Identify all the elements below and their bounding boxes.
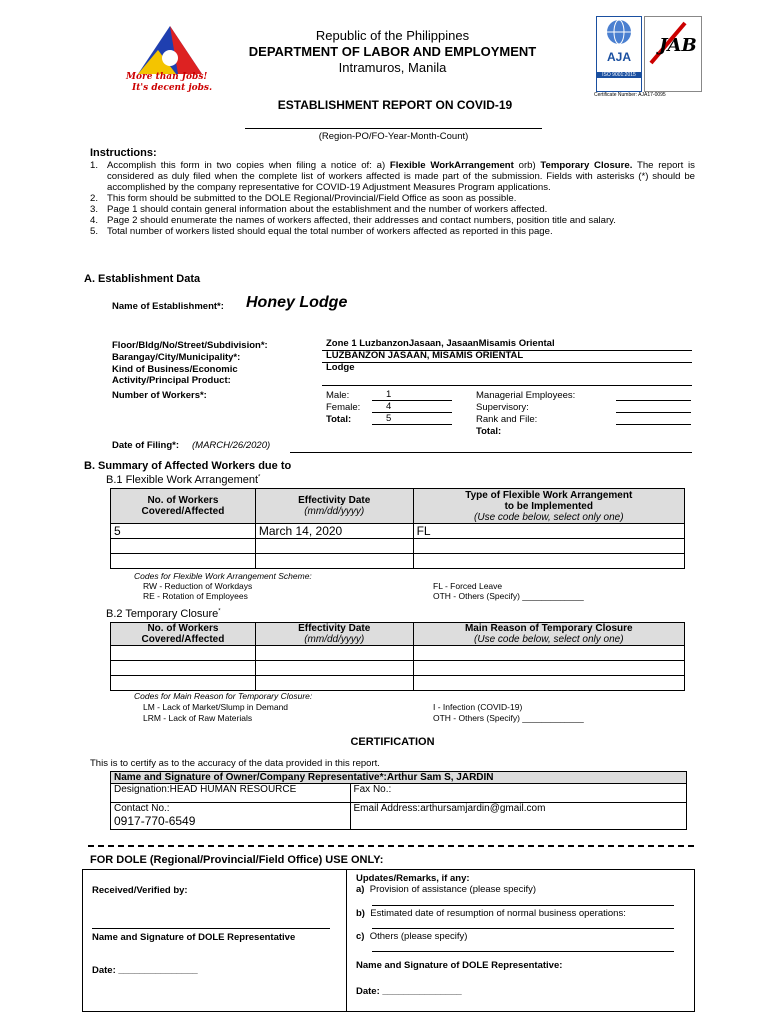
barangay-label: Barangay/City/Municipality*: <box>112 352 241 363</box>
logo-slogan-1: More than Jobs! <box>126 72 208 82</box>
dole-rep-signature-line[interactable] <box>92 928 330 929</box>
establishment-name-label: Name of Establishment*: <box>112 301 224 312</box>
managerial-field[interactable] <box>616 389 691 401</box>
kind-field[interactable]: Lodge <box>322 362 692 386</box>
b2-code: LM - Lack of Market/Slump in Demand <box>143 702 289 712</box>
aja-text: AJA <box>606 50 631 64</box>
certification-logos <box>594 16 704 100</box>
b1-heading: B.1 Flexible Work Arrangement* <box>106 474 261 486</box>
rank-label: Rank and File: <box>476 414 538 425</box>
floor-field[interactable]: Zone 1 LuzbanzonJasaan, JasaanMisamis Oriental <box>322 338 692 351</box>
jab-logo <box>644 16 702 92</box>
b1-code: OTH - Others (Specify) _____________ <box>433 591 584 601</box>
table-row[interactable] <box>111 539 685 554</box>
option-c-line[interactable] <box>372 951 674 952</box>
date-label[interactable]: Date: _______________ <box>92 965 198 976</box>
globe-icon <box>597 17 641 47</box>
instruction-item: 4. Page 2 should enumerate the names of workers affected, their addresses and contact numbers, position title and salary. <box>90 215 616 226</box>
b1-code: FL - Forced Leave <box>433 581 503 591</box>
b2-table <box>110 622 685 691</box>
rank-field[interactable] <box>616 413 691 425</box>
instructions-list <box>90 160 695 237</box>
department-title: DEPARTMENT OF LABOR AND EMPLOYMENT <box>248 44 537 59</box>
filing-line <box>290 452 692 453</box>
logo-slogan-2: It's decent jobs. <box>132 83 213 93</box>
form-title: ESTABLISHMENT REPORT ON COVID-19 <box>277 98 513 112</box>
option-c[interactable]: c) Others (please specify) <box>356 931 468 942</box>
received-label: Received/Verified by: <box>92 885 188 896</box>
instruction-item: 1. Accomplish this form in two copies when filing a notice of: a) Flexible WorkArrangement orb) Temporary Closure. The report is considered as duly filed when the complete list of workers affected is made part of the submission. Fields with asterisks (*) should be accomplished by the company representative for COVID-19 Adjustment Measures Program applications. <box>90 160 695 193</box>
floor-label: Floor/Bldg/No/Street/Subdivision*: <box>112 340 268 351</box>
b2-code: I - Infection (COVID-19) <box>433 702 523 712</box>
female-label: Female: <box>326 402 361 413</box>
owner-value[interactable]: Arthur Sam S, JARDIN <box>386 772 494 783</box>
owner-row[interactable]: Name and Signature of Owner/Company Representative*:Arthur Sam S, JARDIN <box>111 772 687 784</box>
b1-code: RW - Reduction of Workdays <box>143 581 253 591</box>
male-field[interactable]: 1 <box>372 389 452 401</box>
workers-label: Number of Workers*: <box>112 390 207 401</box>
republic-title: Republic of the Philippines <box>315 28 470 43</box>
instructions-heading: Instructions: <box>90 147 157 159</box>
cut-line <box>88 845 694 847</box>
b1-codes-title: Codes for Flexible Work Arrangement Scheme: <box>134 571 312 581</box>
option-a-line[interactable] <box>372 905 674 906</box>
table-row[interactable] <box>111 676 685 691</box>
b1-header-row: No. of Workers Covered/Affected Effectivity Date (mm/dd/yyyy) Type of Flexible Work Arrangement to be Implemented (Use code below, select only one) <box>111 489 685 524</box>
table-row[interactable]: 5 March 14, 2020 FL <box>111 524 685 539</box>
b2-code: OTH - Others (Specify) _____________ <box>433 713 584 723</box>
establishment-name-value[interactable]: Honey Lodge <box>246 294 348 311</box>
b2-codes-title: Codes for Main Reason for Temporary Closure: <box>134 691 313 701</box>
aja-iso: ISO 9001:2015 <box>597 72 641 78</box>
instruction-item: 5. Total number of workers listed should equal the total number of workers affected as reported in this page. <box>90 226 553 237</box>
filing-label: Date of Filing*: <box>112 440 180 451</box>
location-title: Intramuros, Manila <box>338 60 447 75</box>
b2-code: LRM - Lack of Raw Materials <box>143 713 253 723</box>
kind-label-2: Activity/Principal Product: <box>112 375 231 386</box>
instruction-item: 3. Page 1 should contain general information about the establishment and the number of workers affected. <box>90 204 548 215</box>
section-a-heading: A. Establishment Data <box>84 273 201 285</box>
certification-table <box>110 771 687 830</box>
section-b-heading: B. Summary of Affected Workers due to <box>84 460 292 472</box>
male-label: Male: <box>326 390 350 401</box>
female-field[interactable]: 4 <box>372 401 452 413</box>
option-a[interactable]: a) Provision of assistance (please specify) <box>356 884 537 895</box>
reference-line <box>245 128 542 129</box>
designation-row[interactable]: Designation:HEAD HUMAN RESOURCE Fax No.: <box>111 784 687 803</box>
jab-text: JAB <box>659 35 697 56</box>
b2-heading: B.2 Temporary Closure* <box>106 608 221 620</box>
instruction-item: 2. This form should be submitted to the DOLE Regional/Provincial/Field Office as soon as possible. <box>90 193 517 204</box>
supervisory-label: Supervisory: <box>476 402 529 413</box>
total-label: Total: <box>326 414 352 425</box>
managerial-label: Managerial Employees: <box>476 390 576 401</box>
email-value[interactable]: arthursamjardin@gmail.com <box>420 803 546 814</box>
contact-row[interactable]: Contact No.: 0917-770-6549 Email Address:arthursamjardin@gmail.com <box>111 803 687 830</box>
aja-logo <box>596 16 642 92</box>
dole-heading: FOR DOLE (Regional/Provincial/Field Office) USE ONLY: <box>90 854 384 866</box>
dole-box-divider <box>346 869 347 1012</box>
option-b[interactable]: b) Estimated date of resumption of normal business operations: <box>356 908 626 919</box>
b2-header-row: No. of Workers Covered/Affected Effectivity Date (mm/dd/yyyy) Main Reason of Temporary Closure (Use code below, select only one) <box>111 623 685 646</box>
barangay-field[interactable]: LUZBANZON JASAAN, MISAMIS ORIENTAL <box>322 350 692 363</box>
certification-heading: CERTIFICATION <box>350 736 435 748</box>
table-row[interactable] <box>111 646 685 661</box>
table-row[interactable] <box>111 661 685 676</box>
reference-caption: (Region-PO/FO-Year-Month-Count) <box>318 131 469 142</box>
option-b-line[interactable] <box>372 928 674 929</box>
total-field[interactable]: 5 <box>372 413 452 425</box>
updates-label: Updates/Remarks, if any: <box>356 873 470 884</box>
designation-value[interactable]: HEAD HUMAN RESOURCE <box>169 784 297 795</box>
dole-rep2-label: Name and Signature of DOLE Representative: <box>356 960 563 971</box>
b1-table <box>110 488 685 569</box>
certification-statement: This is to certify as to the accuracy of the data provided in this report. <box>90 758 380 769</box>
table-row[interactable] <box>111 554 685 569</box>
dole-rep-label: Name and Signature of DOLE Representative <box>92 932 296 943</box>
supervisory-field[interactable] <box>616 401 691 413</box>
total2-label: Total: <box>476 426 502 437</box>
b1-code: RE - Rotation of Employees <box>143 591 248 601</box>
contact-value[interactable]: 0917-770-6549 <box>114 814 196 828</box>
kind-label-1: Kind of Business/Economic <box>112 364 238 375</box>
date2-label[interactable]: Date: _______________ <box>356 986 462 997</box>
cert-number: Certificate Number: AJA17-0095 <box>594 92 666 98</box>
filing-value[interactable]: (MARCH/26/2020) <box>192 440 271 451</box>
